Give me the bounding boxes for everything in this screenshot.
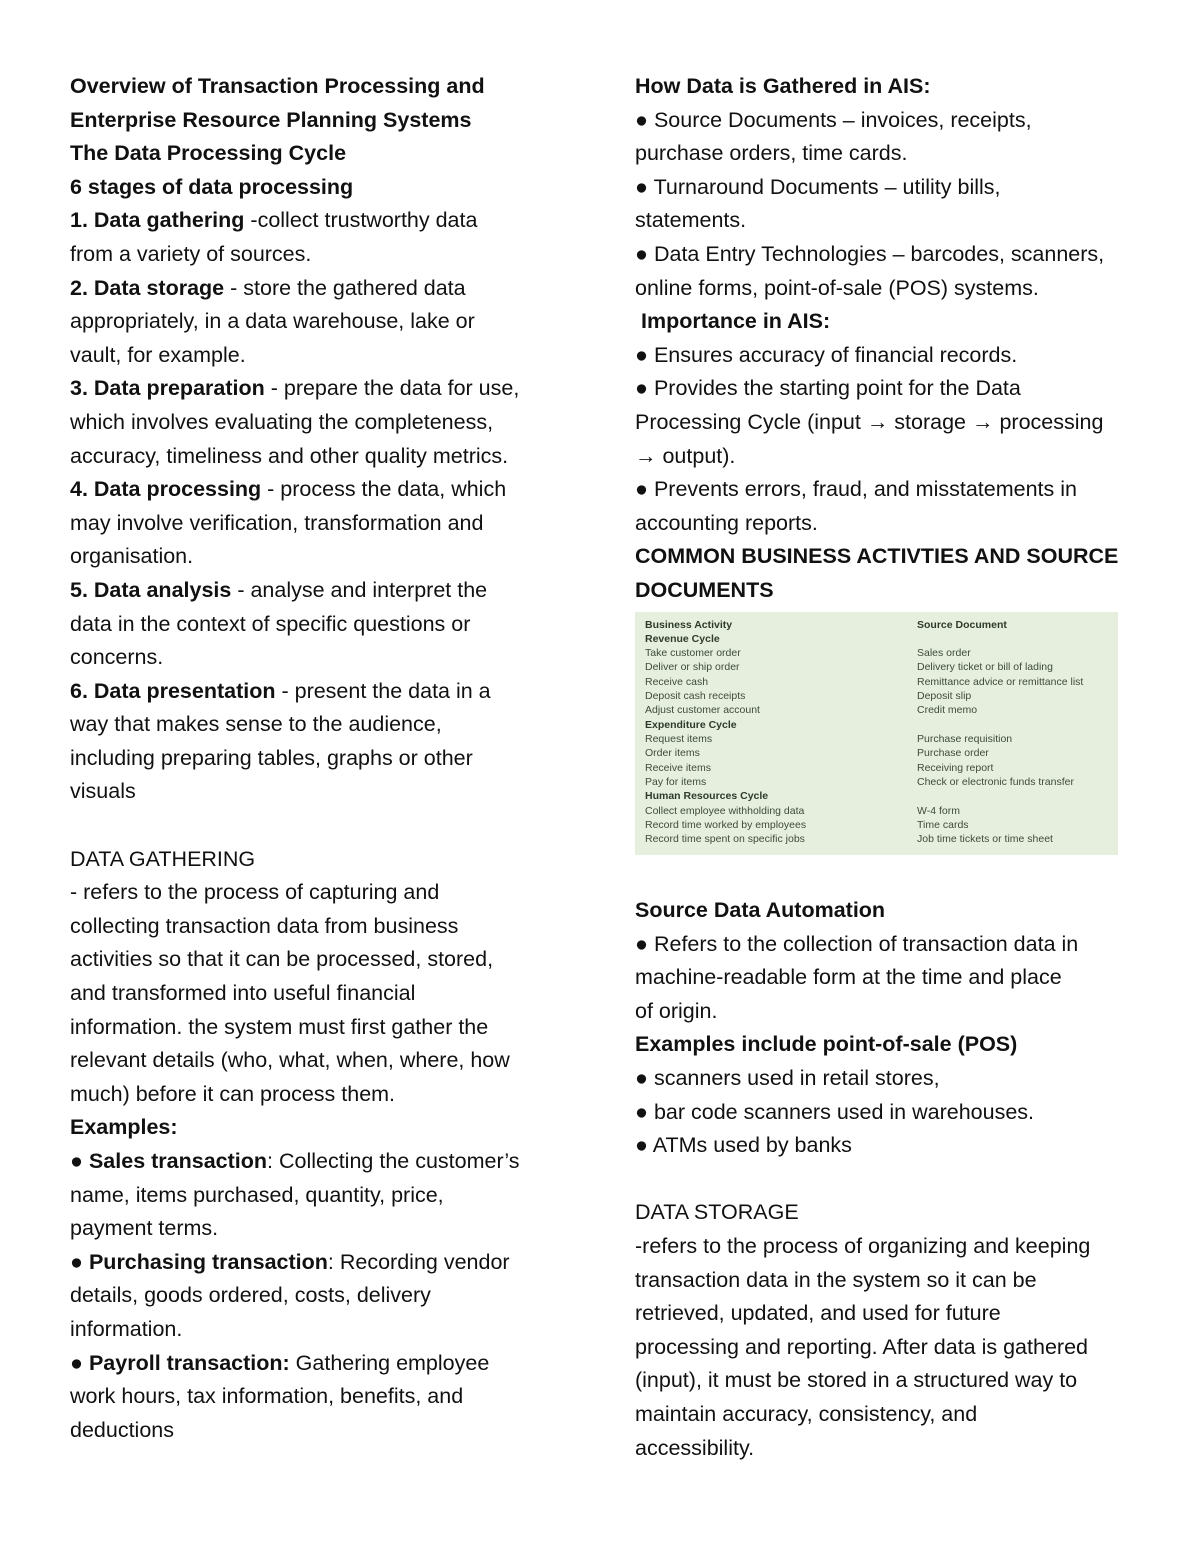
paragraph-line: activities so that it can be processed, stored, <box>70 947 494 972</box>
list-line: ● Prevents errors, fraud, and misstatements in <box>635 477 1077 502</box>
sda-heading: Source Data Automation <box>635 898 886 923</box>
table-header-activity: Business Activity <box>645 618 733 631</box>
stage-text: accuracy, timeliness and other quality metrics. <box>70 443 509 468</box>
stage-text: visuals <box>70 779 136 804</box>
paragraph-line: accessibility. <box>635 1435 755 1460</box>
examples-list <box>70 1145 570 1447</box>
example-text: payment terms. <box>70 1216 219 1241</box>
list-line: ● Source Documents – invoices, receipts, <box>635 107 1032 132</box>
example-label: Payroll transaction: <box>88 1350 290 1375</box>
stage-text: - store the gathered data <box>224 275 466 300</box>
example-item <box>70 1145 570 1246</box>
stage-text: way that makes sense to the audience, <box>70 712 442 737</box>
table-cell: Receive cash <box>645 675 709 688</box>
list-line: machine-readable form at the time and place <box>635 965 1062 990</box>
list-line: of origin. <box>635 998 718 1023</box>
list-line: statements. <box>635 208 747 233</box>
table-cell: Record time worked by employees <box>645 818 807 831</box>
example-text: : Collecting the customer’s <box>267 1149 520 1173</box>
bullet-icon: ● <box>70 1350 89 1375</box>
table-cell: Pay for items <box>645 775 707 788</box>
paragraph-line: (input), it must be stored in a structured way to <box>635 1368 1078 1393</box>
table-cell: Sales order <box>917 647 971 660</box>
common-heading-line-2: DOCUMENTS <box>635 577 774 602</box>
paragraph-line: - refers to the process of capturing and <box>70 880 440 905</box>
table-cell: Purchase order <box>917 747 989 760</box>
list-line: ● Turnaround Documents – utility bills, <box>635 174 1001 199</box>
example-text: details, goods ordered, costs, delivery <box>70 1283 431 1308</box>
list-line: purchase orders, time cards. <box>635 141 908 166</box>
stage-text: appropriately, in a data warehouse, lake or <box>70 309 475 334</box>
stage-text: including preparing tables, graphs or other <box>70 745 473 770</box>
sda-examples-heading: Examples include point-of-sale (POS) <box>635 1032 1018 1057</box>
stage-item <box>70 675 570 809</box>
table-cell: Credit memo <box>917 704 978 717</box>
list-line: → output). <box>635 443 736 468</box>
list-line: ● Provides the starting point for the Data <box>635 376 1021 401</box>
stage-item <box>70 574 570 675</box>
left-column <box>70 70 570 1447</box>
spacer <box>635 861 1135 895</box>
how-heading: How Data is Gathered in AIS: <box>635 74 931 98</box>
stage-label: 5. Data analysis <box>70 577 232 602</box>
table-cell: Delivery ticket or bill of lading <box>917 661 1053 674</box>
sda-list <box>635 928 1135 1029</box>
table-cell: Adjust customer account <box>645 704 760 717</box>
stage-text: - process the data, which <box>261 477 507 502</box>
paragraph-line: relevant details (who, what, when, where, how <box>70 1048 510 1073</box>
table-cell: Check or electronic funds transfer <box>917 775 1074 788</box>
bullet-icon: ● <box>70 1249 89 1274</box>
stage-text: may involve verification, transformation and <box>70 510 484 535</box>
list-line: ● Ensures accuracy of financial records. <box>635 342 1018 367</box>
stage-text: - present the data in a <box>275 678 491 703</box>
example-label: Purchasing transaction <box>88 1249 328 1274</box>
stage-text: organisation. <box>70 544 194 569</box>
cycle-heading: The Data Processing Cycle <box>70 141 347 166</box>
example-text: Gathering employee <box>289 1350 490 1375</box>
stage-text: - analyse and interpret the <box>231 577 488 602</box>
paragraph-line: retrieved, updated, and used for future <box>635 1301 1001 1326</box>
stage-text: which involves evaluating the completeness, <box>70 409 494 434</box>
stage-label: 4. Data processing <box>70 477 262 502</box>
stage-text: - prepare the data for use, <box>264 376 520 401</box>
example-text: name, items purchased, quantity, price, <box>70 1182 444 1207</box>
table-cell: Order items <box>645 747 700 760</box>
table-header-document: Source Document <box>917 618 1007 631</box>
list-line: ● Refers to the collection of transaction data in <box>635 931 1079 956</box>
doc-title-line-2: Enterprise Resource Planning Systems <box>70 107 472 132</box>
paragraph-line: information. the system must first gather the <box>70 1014 489 1039</box>
table-cell: Take customer order <box>645 647 741 660</box>
example-text: work hours, tax information, benefits, and <box>70 1384 464 1409</box>
table-cell: W-4 form <box>917 804 960 817</box>
table-cell: Purchase requisition <box>917 733 1013 745</box>
table-cycle-label: Expenditure Cycle <box>645 718 737 731</box>
stage-list <box>70 204 570 809</box>
importance-list <box>635 339 1135 541</box>
list-line: accounting reports. <box>635 510 818 535</box>
stages-heading: 6 stages of data processing <box>70 174 354 199</box>
storage-paragraph <box>635 1230 1135 1465</box>
stage-label: 3. Data preparation <box>70 376 265 401</box>
example-text: : Recording vendor <box>327 1249 510 1274</box>
table-cell: Deposit slip <box>917 690 972 703</box>
spacer <box>635 1163 1135 1197</box>
table-cell: Time cards <box>917 818 969 831</box>
list-line: ● bar code scanners used in warehouses. <box>635 1099 1035 1124</box>
table-cell: Remittance advice or remittance list <box>917 675 1084 688</box>
paragraph-line: much) before it can process them. <box>70 1081 396 1106</box>
examples-heading: Examples: <box>70 1115 178 1140</box>
paragraph-line: transaction data in the system so it can be <box>635 1267 1037 1292</box>
example-text: information. <box>70 1316 183 1341</box>
table-cycle-label: Human Resources Cycle <box>645 790 769 803</box>
stage-item <box>70 372 570 473</box>
paragraph-line: collecting transaction data from business <box>70 913 459 938</box>
gathering-heading: DATA GATHERING <box>70 846 256 871</box>
paragraph-line: and transformed into useful financial <box>70 981 416 1006</box>
stage-text: vault, for example. <box>70 342 246 367</box>
example-label: Sales transaction <box>88 1149 268 1173</box>
paragraph-line: processing and reporting. After data is gathered <box>635 1334 1088 1359</box>
stage-text: data in the context of specific questions or <box>70 611 471 636</box>
storage-heading: DATA STORAGE <box>635 1200 799 1225</box>
table-cell: Deposit cash receipts <box>645 690 746 703</box>
example-item <box>70 1347 570 1448</box>
table-cell: Deliver or ship order <box>645 661 740 674</box>
example-text: deductions <box>70 1417 174 1442</box>
stage-text: -collect trustworthy data <box>244 208 478 233</box>
list-line: Processing Cycle (input → storage → processing <box>635 409 1104 434</box>
right-column <box>635 70 1135 1465</box>
table-cell: Request items <box>645 733 713 745</box>
table-cell: Job time tickets or time sheet <box>917 833 1053 846</box>
list-line: online forms, point-of-sale (POS) systems. <box>635 275 1039 300</box>
stage-item <box>70 204 570 271</box>
spacer <box>70 809 570 843</box>
table-cell: Record time spent on specific jobs <box>645 833 805 846</box>
doc-title-line-1: Overview of Transaction Processing and <box>70 74 485 98</box>
stage-item <box>70 473 570 574</box>
table-cell: Receive items <box>645 761 711 774</box>
stage-text: from a variety of sources. <box>70 241 312 266</box>
example-item <box>70 1246 570 1347</box>
table-cell: Receiving report <box>917 761 994 774</box>
paragraph-line: maintain accuracy, consistency, and <box>635 1402 978 1426</box>
stage-text: concerns. <box>70 645 164 670</box>
stage-label: 2. Data storage <box>70 275 225 300</box>
sda-examples-list <box>635 1062 1135 1163</box>
table-cycle-label: Revenue Cycle <box>645 632 720 645</box>
common-heading-line-1: COMMON BUSINESS ACTIVTIES AND SOURCE <box>635 544 1119 569</box>
stage-item <box>70 272 570 373</box>
list-line: ● ATMs used by banks <box>635 1133 852 1158</box>
bullet-icon: ● <box>70 1149 89 1173</box>
gathering-paragraph <box>70 876 570 1111</box>
paragraph-line: -refers to the process of organizing and keeping <box>635 1234 1091 1259</box>
business-activities-table <box>635 612 1118 855</box>
stage-label: 1. Data gathering <box>70 208 245 233</box>
stage-label: 6. Data presentation <box>70 678 276 703</box>
list-line: ● scanners used in retail stores, <box>635 1066 940 1091</box>
importance-heading: Importance in AIS: <box>635 309 831 334</box>
list-line: ● Data Entry Technologies – barcodes, scanners, <box>635 241 1105 266</box>
table-cell: Collect employee withholding data <box>645 804 805 817</box>
how-list <box>635 104 1135 306</box>
